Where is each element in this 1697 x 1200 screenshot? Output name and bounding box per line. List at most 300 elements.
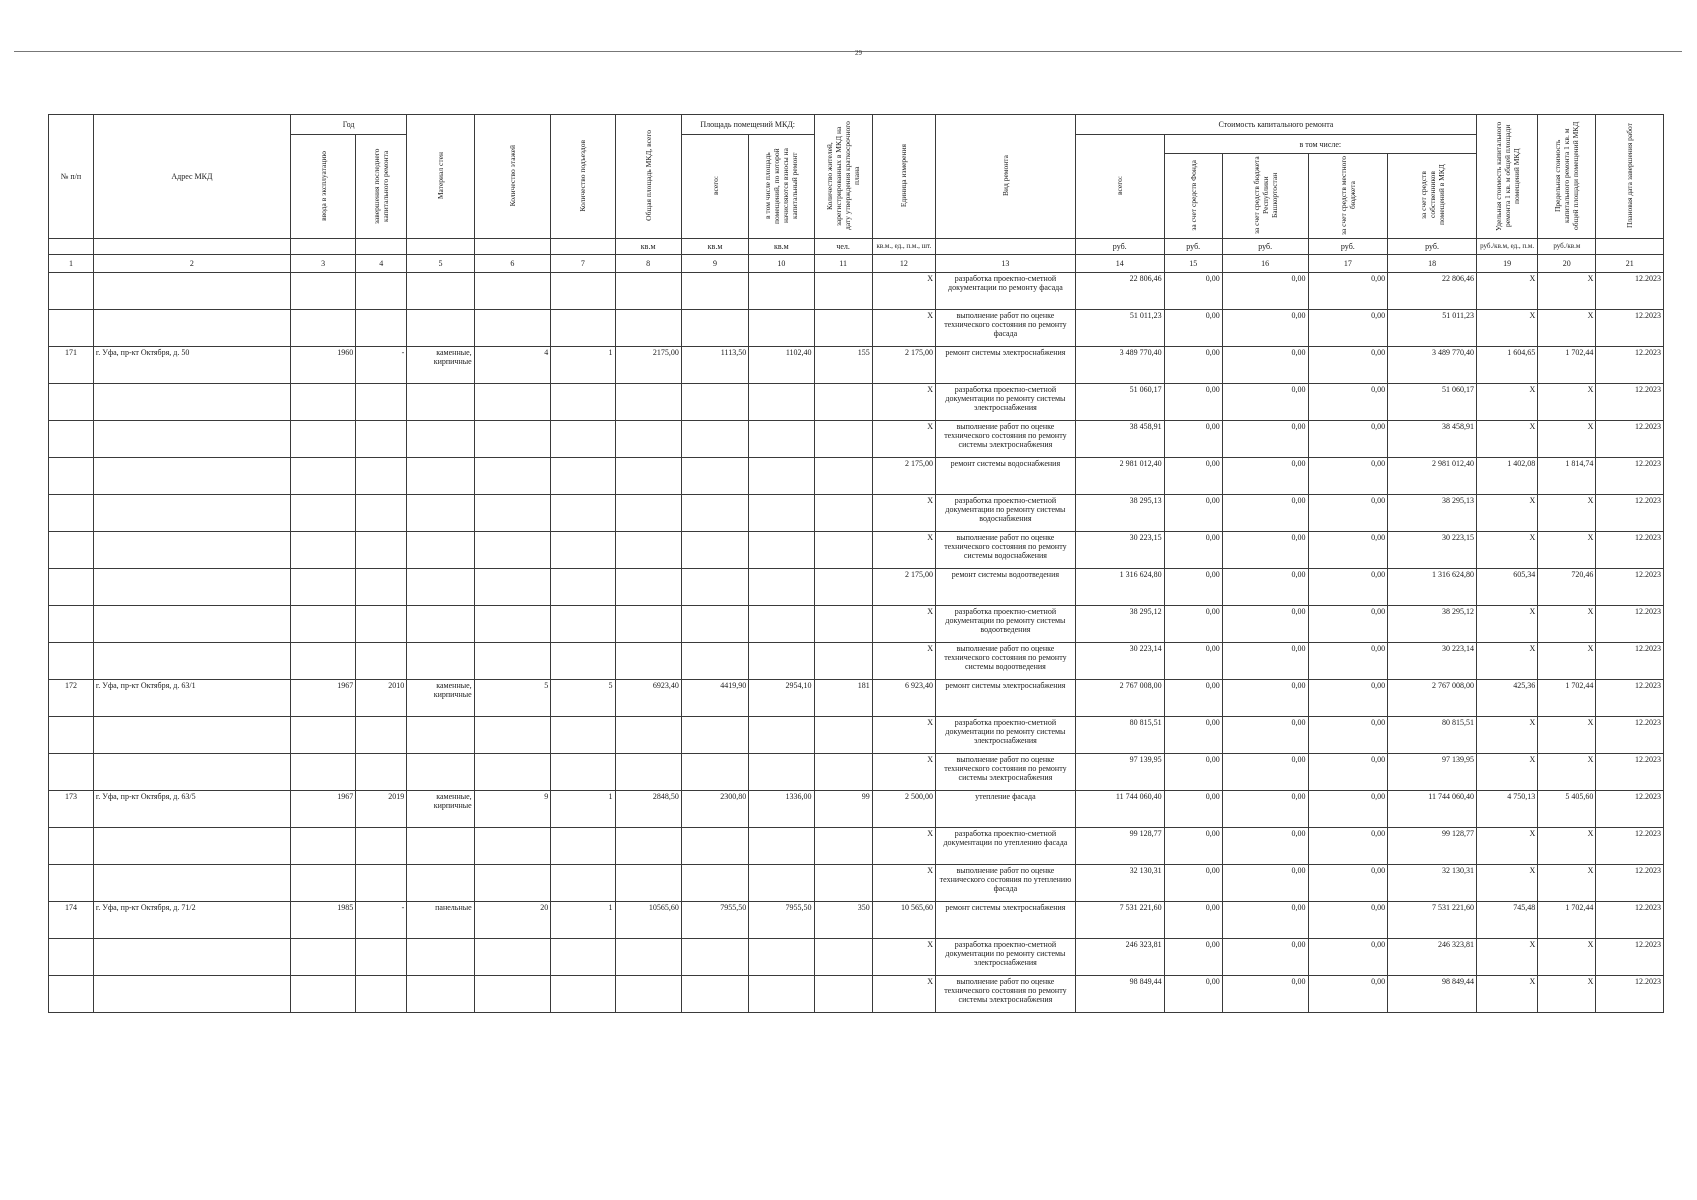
cell-floors <box>474 384 551 421</box>
cell-unit: 2 175,00 <box>872 458 935 495</box>
cell-cost-fund: 0,00 <box>1164 458 1222 495</box>
cell-floors <box>474 310 551 347</box>
cell-unit: 2 175,00 <box>872 569 935 606</box>
cell-cost-republic: 0,00 <box>1222 828 1308 865</box>
col-cost-republic-header: за счет средств бюджета Республики Башкортостан <box>1222 154 1308 239</box>
cell-residents <box>814 495 872 532</box>
cell-premises-total: 2300,80 <box>681 791 748 828</box>
cell-total-area <box>615 495 681 532</box>
cell-address <box>93 606 290 643</box>
cell-cost-republic: 0,00 <box>1222 384 1308 421</box>
cell-premises-residential <box>749 569 814 606</box>
cell-unit-cost: X <box>1476 828 1537 865</box>
cell-unit-cost: 425,36 <box>1476 680 1537 717</box>
cell-planned-date: 12.2023 <box>1596 939 1664 976</box>
cell-total-area <box>615 976 681 1013</box>
cell-year-last-repair <box>356 939 407 976</box>
cell-cost-fund: 0,00 <box>1164 976 1222 1013</box>
cell-wall-material: каменные, кирпичные <box>407 791 474 828</box>
cell-entrances: 1 <box>551 347 615 384</box>
cell-cost-fund: 0,00 <box>1164 791 1222 828</box>
cell-cost-republic: 0,00 <box>1222 680 1308 717</box>
cell-cost-total: 30 223,14 <box>1075 643 1164 680</box>
cell-year-commission: 1960 <box>290 347 355 384</box>
cell-floors: 5 <box>474 680 551 717</box>
col-total-area-header: Общая площадь МКД, всего <box>615 115 681 239</box>
cell-floors <box>474 495 551 532</box>
cell-premises-total <box>681 828 748 865</box>
cell-unit: X <box>872 754 935 791</box>
cell-premises-residential <box>749 976 814 1013</box>
cell-year-commission <box>290 828 355 865</box>
cell-unit: X <box>872 828 935 865</box>
cell-cost-fund: 0,00 <box>1164 717 1222 754</box>
cell-cost-republic: 0,00 <box>1222 754 1308 791</box>
cell-limit-cost: X <box>1538 421 1596 458</box>
cell-cost-local: 0,00 <box>1308 754 1388 791</box>
cell-year-commission: 1967 <box>290 791 355 828</box>
cell-total-area <box>615 384 681 421</box>
cell-planned-date: 12.2023 <box>1596 976 1664 1013</box>
cell-cost-republic: 0,00 <box>1222 939 1308 976</box>
cell-planned-date: 12.2023 <box>1596 273 1664 310</box>
cell-address <box>93 717 290 754</box>
unit-total-area: кв.м <box>615 239 681 255</box>
cell-residents <box>814 976 872 1013</box>
cell-repair-type: выполнение работ по оценке технического состояния по ремонту системы электроснабжения <box>935 976 1075 1013</box>
cell-total-area <box>615 754 681 791</box>
cell-no <box>49 828 94 865</box>
table-row <box>49 384 1664 421</box>
cell-no <box>49 976 94 1013</box>
cell-wall-material <box>407 458 474 495</box>
cell-cost-fund: 0,00 <box>1164 680 1222 717</box>
cell-cost-republic: 0,00 <box>1222 902 1308 939</box>
col-limit-cost-header: Предельная стоимость капитального ремонта 1 кв. м общей площади помещений МКД <box>1538 115 1596 239</box>
cell-limit-cost: 720,46 <box>1538 569 1596 606</box>
cell-planned-date: 12.2023 <box>1596 643 1664 680</box>
cell-repair-type: разработка проектно-сметной документации по утеплению фасада <box>935 828 1075 865</box>
cell-premises-total <box>681 532 748 569</box>
cell-wall-material <box>407 754 474 791</box>
cell-repair-type: разработка проектно-сметной документации по ремонту системы электроснабжения <box>935 939 1075 976</box>
cell-unit-cost: X <box>1476 495 1537 532</box>
cell-residents: 350 <box>814 902 872 939</box>
cell-repair-type: выполнение работ по оценке технического состояния по ремонту системы водоснабжения <box>935 532 1075 569</box>
column-number: 9 <box>681 255 748 273</box>
cell-cost-owners: 32 130,31 <box>1388 865 1477 902</box>
cell-unit: X <box>872 717 935 754</box>
unit-cost-local: руб. <box>1308 239 1388 255</box>
cell-planned-date: 12.2023 <box>1596 310 1664 347</box>
cell-repair-type: выполнение работ по оценке технического состояния по ремонту системы электроснабжения <box>935 421 1075 458</box>
cell-cost-owners: 51 011,23 <box>1388 310 1477 347</box>
cell-year-last-repair <box>356 976 407 1013</box>
cell-cost-republic: 0,00 <box>1222 347 1308 384</box>
cell-cost-republic: 0,00 <box>1222 791 1308 828</box>
column-number: 5 <box>407 255 474 273</box>
cell-unit-cost: X <box>1476 717 1537 754</box>
cell-floors: 9 <box>474 791 551 828</box>
cell-planned-date: 12.2023 <box>1596 421 1664 458</box>
col-cost-owners-header: за счет средств собственников помещений в МКД <box>1388 154 1477 239</box>
column-number: 18 <box>1388 255 1477 273</box>
cell-cost-owners: 2 981 012,40 <box>1388 458 1477 495</box>
cell-cost-fund: 0,00 <box>1164 828 1222 865</box>
cell-planned-date: 12.2023 <box>1596 754 1664 791</box>
cell-no <box>49 643 94 680</box>
cell-wall-material <box>407 828 474 865</box>
cell-unit-cost: X <box>1476 532 1537 569</box>
cell-cost-fund: 0,00 <box>1164 421 1222 458</box>
cell-total-area <box>615 717 681 754</box>
cell-wall-material <box>407 865 474 902</box>
cell-cost-fund: 0,00 <box>1164 939 1222 976</box>
col-entrances-header: Количество подъездов <box>551 115 615 239</box>
cell-no <box>49 717 94 754</box>
cell-unit-cost: X <box>1476 976 1537 1013</box>
column-number: 14 <box>1075 255 1164 273</box>
cell-cost-total: 80 815,51 <box>1075 717 1164 754</box>
cell-repair-type: разработка проектно-сметной документации по ремонту системы электроснабжения <box>935 384 1075 421</box>
cell-unit: X <box>872 495 935 532</box>
cell-unit: X <box>872 532 935 569</box>
cell-cost-total: 51 060,17 <box>1075 384 1164 421</box>
col-unit-header: Единица измерения <box>872 115 935 239</box>
cell-cost-republic: 0,00 <box>1222 421 1308 458</box>
cell-cost-owners: 7 531 221,60 <box>1388 902 1477 939</box>
cell-cost-owners: 1 316 624,80 <box>1388 569 1477 606</box>
cell-residents <box>814 273 872 310</box>
cell-no: 174 <box>49 902 94 939</box>
cell-unit: 2 500,00 <box>872 791 935 828</box>
cell-premises-total <box>681 643 748 680</box>
cell-total-area: 6923,40 <box>615 680 681 717</box>
cell-limit-cost: X <box>1538 717 1596 754</box>
cell-planned-date: 12.2023 <box>1596 791 1664 828</box>
cell-year-commission <box>290 458 355 495</box>
col-unit-cost-header: Удельная стоимость капитального ремонта 1 кв. м общей площади помещений МКД <box>1476 115 1537 239</box>
cell-year-last-repair <box>356 273 407 310</box>
cell-floors <box>474 939 551 976</box>
cell-year-last-repair <box>356 569 407 606</box>
cell-floors <box>474 421 551 458</box>
cell-wall-material <box>407 532 474 569</box>
top-rule <box>14 51 1682 52</box>
table-row <box>49 273 1664 310</box>
cell-floors: 20 <box>474 902 551 939</box>
cell-premises-residential <box>749 458 814 495</box>
cell-cost-owners: 38 458,91 <box>1388 421 1477 458</box>
cell-cost-fund: 0,00 <box>1164 865 1222 902</box>
page-number: 29 <box>855 49 862 57</box>
cell-cost-local: 0,00 <box>1308 865 1388 902</box>
cell-unit: X <box>872 939 935 976</box>
cell-repair-type: ремонт системы электроснабжения <box>935 902 1075 939</box>
cell-cost-owners: 38 295,13 <box>1388 495 1477 532</box>
cell-floors <box>474 865 551 902</box>
cell-cost-local: 0,00 <box>1308 643 1388 680</box>
cell-wall-material <box>407 606 474 643</box>
cell-cost-total: 38 295,13 <box>1075 495 1164 532</box>
cell-year-last-repair <box>356 754 407 791</box>
table-row <box>49 717 1664 754</box>
cell-premises-residential: 2954,10 <box>749 680 814 717</box>
cell-wall-material <box>407 310 474 347</box>
cell-cost-owners: 2 767 008,00 <box>1388 680 1477 717</box>
cell-no: 172 <box>49 680 94 717</box>
cell-cost-republic: 0,00 <box>1222 717 1308 754</box>
cell-unit-cost: 745,48 <box>1476 902 1537 939</box>
cell-year-commission <box>290 865 355 902</box>
cell-residents <box>814 606 872 643</box>
column-number: 15 <box>1164 255 1222 273</box>
cell-entrances <box>551 828 615 865</box>
column-number: 13 <box>935 255 1075 273</box>
cell-cost-total: 30 223,15 <box>1075 532 1164 569</box>
col-no-header: № п/п <box>49 115 94 239</box>
cell-total-area <box>615 273 681 310</box>
cell-address <box>93 976 290 1013</box>
cell-residents <box>814 754 872 791</box>
cell-cost-local: 0,00 <box>1308 791 1388 828</box>
cell-repair-type: ремонт системы электроснабжения <box>935 347 1075 384</box>
cell-no <box>49 421 94 458</box>
cell-wall-material <box>407 939 474 976</box>
cell-cost-owners: 51 060,17 <box>1388 384 1477 421</box>
cell-address <box>93 310 290 347</box>
cell-entrances: 5 <box>551 680 615 717</box>
cell-residents <box>814 569 872 606</box>
cell-cost-total: 98 849,44 <box>1075 976 1164 1013</box>
column-number: 21 <box>1596 255 1664 273</box>
cell-premises-total <box>681 495 748 532</box>
cell-year-last-repair: - <box>356 347 407 384</box>
cell-planned-date: 12.2023 <box>1596 532 1664 569</box>
cell-unit-cost: X <box>1476 310 1537 347</box>
cell-cost-owners: 99 128,77 <box>1388 828 1477 865</box>
unit-cost-fund: руб. <box>1164 239 1222 255</box>
column-number: 20 <box>1538 255 1596 273</box>
cell-entrances <box>551 606 615 643</box>
cell-no <box>49 310 94 347</box>
cell-planned-date: 12.2023 <box>1596 458 1664 495</box>
cell-year-commission: 1967 <box>290 680 355 717</box>
cell-entrances <box>551 532 615 569</box>
cell-address <box>93 828 290 865</box>
cell-cost-local: 0,00 <box>1308 310 1388 347</box>
cell-year-commission <box>290 384 355 421</box>
col-cost-total-header: всего: <box>1075 135 1164 239</box>
cell-repair-type: ремонт системы электроснабжения <box>935 680 1075 717</box>
cell-unit: X <box>872 421 935 458</box>
cell-entrances <box>551 310 615 347</box>
cell-address <box>93 939 290 976</box>
cell-cost-fund: 0,00 <box>1164 902 1222 939</box>
cell-cost-fund: 0,00 <box>1164 606 1222 643</box>
col-premises-total-header: всего: <box>681 135 748 239</box>
cell-unit-cost: X <box>1476 421 1537 458</box>
cell-repair-type: разработка проектно-сметной документации по ремонту системы водоснабжения <box>935 495 1075 532</box>
cell-residents <box>814 532 872 569</box>
cell-year-commission: 1985 <box>290 902 355 939</box>
unit-residents: чел. <box>814 239 872 255</box>
cell-cost-republic: 0,00 <box>1222 532 1308 569</box>
cell-planned-date: 12.2023 <box>1596 606 1664 643</box>
cell-cost-local: 0,00 <box>1308 347 1388 384</box>
column-number: 7 <box>551 255 615 273</box>
cell-no <box>49 939 94 976</box>
cell-wall-material <box>407 976 474 1013</box>
cell-premises-total <box>681 865 748 902</box>
cell-wall-material: панельные <box>407 902 474 939</box>
cell-premises-total <box>681 273 748 310</box>
cell-cost-local: 0,00 <box>1308 717 1388 754</box>
cell-floors <box>474 976 551 1013</box>
cell-total-area <box>615 865 681 902</box>
column-number: 19 <box>1476 255 1537 273</box>
unit-cost-republic: руб. <box>1222 239 1308 255</box>
table-row <box>49 458 1664 495</box>
cell-cost-total: 2 767 008,00 <box>1075 680 1164 717</box>
cell-unit: 10 565,60 <box>872 902 935 939</box>
cell-repair-type: выполнение работ по оценке технического состояния по ремонту фасада <box>935 310 1075 347</box>
cell-floors <box>474 606 551 643</box>
cell-cost-fund: 0,00 <box>1164 569 1222 606</box>
table-row <box>49 791 1664 828</box>
cell-repair-type: выполнение работ по оценке технического состояния по утеплению фасада <box>935 865 1075 902</box>
cell-limit-cost: 5 405,60 <box>1538 791 1596 828</box>
cell-address: г. Уфа, пр-кт Октября, д. 71/2 <box>93 902 290 939</box>
cell-cost-total: 7 531 221,60 <box>1075 902 1164 939</box>
col-premises-residential-header: в том числе площадь помещений, по которой начисляются взносы на капитальный ремонт <box>749 135 814 239</box>
cell-unit: X <box>872 273 935 310</box>
unit-limit-cost: руб./кв.м <box>1538 239 1596 255</box>
cell-year-last-repair <box>356 310 407 347</box>
cell-year-last-repair <box>356 532 407 569</box>
cell-cost-total: 246 323,81 <box>1075 939 1164 976</box>
cell-premises-total <box>681 458 748 495</box>
unit-unit-cost: руб./кв.м, ед., п.м. <box>1476 239 1537 255</box>
cell-planned-date: 12.2023 <box>1596 902 1664 939</box>
cell-year-commission <box>290 606 355 643</box>
cell-unit: X <box>872 310 935 347</box>
cell-cost-republic: 0,00 <box>1222 458 1308 495</box>
cell-year-last-repair <box>356 495 407 532</box>
cell-year-commission <box>290 495 355 532</box>
col-floors-header: Количество этажей <box>474 115 551 239</box>
cell-premises-residential <box>749 384 814 421</box>
cell-entrances <box>551 717 615 754</box>
cell-planned-date: 12.2023 <box>1596 828 1664 865</box>
column-number: 12 <box>872 255 935 273</box>
cell-residents <box>814 643 872 680</box>
column-numbers-row <box>49 255 1664 273</box>
cell-cost-republic: 0,00 <box>1222 606 1308 643</box>
cell-cost-fund: 0,00 <box>1164 310 1222 347</box>
cell-year-commission <box>290 532 355 569</box>
col-address-header: Адрес МКД <box>93 115 290 239</box>
cell-floors <box>474 273 551 310</box>
cell-year-last-repair <box>356 606 407 643</box>
cell-premises-residential: 1102,40 <box>749 347 814 384</box>
cell-total-area <box>615 828 681 865</box>
cell-premises-residential: 1336,00 <box>749 791 814 828</box>
cell-year-commission <box>290 569 355 606</box>
cell-premises-residential <box>749 532 814 569</box>
cell-no <box>49 606 94 643</box>
unit-premises-residential: кв.м <box>749 239 814 255</box>
cell-unit-cost: X <box>1476 273 1537 310</box>
cell-no <box>49 273 94 310</box>
cell-cost-total: 22 806,46 <box>1075 273 1164 310</box>
column-number: 4 <box>356 255 407 273</box>
cell-planned-date: 12.2023 <box>1596 347 1664 384</box>
cell-premises-total <box>681 939 748 976</box>
cell-residents <box>814 384 872 421</box>
cell-cost-local: 0,00 <box>1308 495 1388 532</box>
table-row <box>49 643 1664 680</box>
cell-cost-fund: 0,00 <box>1164 643 1222 680</box>
cell-year-last-repair <box>356 865 407 902</box>
cell-year-commission <box>290 643 355 680</box>
cell-cost-republic: 0,00 <box>1222 643 1308 680</box>
cell-entrances <box>551 273 615 310</box>
cell-address <box>93 569 290 606</box>
cell-unit: X <box>872 606 935 643</box>
cell-entrances <box>551 643 615 680</box>
cell-cost-total: 2 981 012,40 <box>1075 458 1164 495</box>
cell-year-commission <box>290 939 355 976</box>
col-year-last-repair-header: завершения последнего капитального ремонта <box>356 135 407 239</box>
column-number: 8 <box>615 255 681 273</box>
cell-premises-residential <box>749 421 814 458</box>
table-row <box>49 569 1664 606</box>
table-row <box>49 680 1664 717</box>
table-row <box>49 828 1664 865</box>
cell-no <box>49 754 94 791</box>
cell-limit-cost: X <box>1538 865 1596 902</box>
cell-limit-cost: X <box>1538 310 1596 347</box>
cell-limit-cost: 1 702,44 <box>1538 902 1596 939</box>
cell-cost-fund: 0,00 <box>1164 532 1222 569</box>
cell-cost-local: 0,00 <box>1308 384 1388 421</box>
cell-cost-republic: 0,00 <box>1222 273 1308 310</box>
cell-residents <box>814 717 872 754</box>
cell-wall-material <box>407 495 474 532</box>
cell-cost-owners: 98 849,44 <box>1388 976 1477 1013</box>
column-number: 11 <box>814 255 872 273</box>
cell-total-area: 2848,50 <box>615 791 681 828</box>
cell-address <box>93 273 290 310</box>
cell-address: г. Уфа, пр-кт Октября, д. 50 <box>93 347 290 384</box>
column-number: 2 <box>93 255 290 273</box>
cell-no <box>49 384 94 421</box>
cell-cost-owners: 246 323,81 <box>1388 939 1477 976</box>
cell-repair-type: выполнение работ по оценке технического состояния по ремонту системы электроснабжения <box>935 754 1075 791</box>
col-wall-material-header: Материал стен <box>407 115 474 239</box>
cell-wall-material: каменные, кирпичные <box>407 680 474 717</box>
cell-entrances <box>551 495 615 532</box>
cell-year-last-repair: 2010 <box>356 680 407 717</box>
col-planned-date-header: Плановая дата завершения работ <box>1596 115 1664 239</box>
column-number: 3 <box>290 255 355 273</box>
cell-entrances: 1 <box>551 791 615 828</box>
header-row-1 <box>49 115 1664 135</box>
cell-cost-owners: 11 744 060,40 <box>1388 791 1477 828</box>
table-row <box>49 347 1664 384</box>
cell-wall-material <box>407 569 474 606</box>
